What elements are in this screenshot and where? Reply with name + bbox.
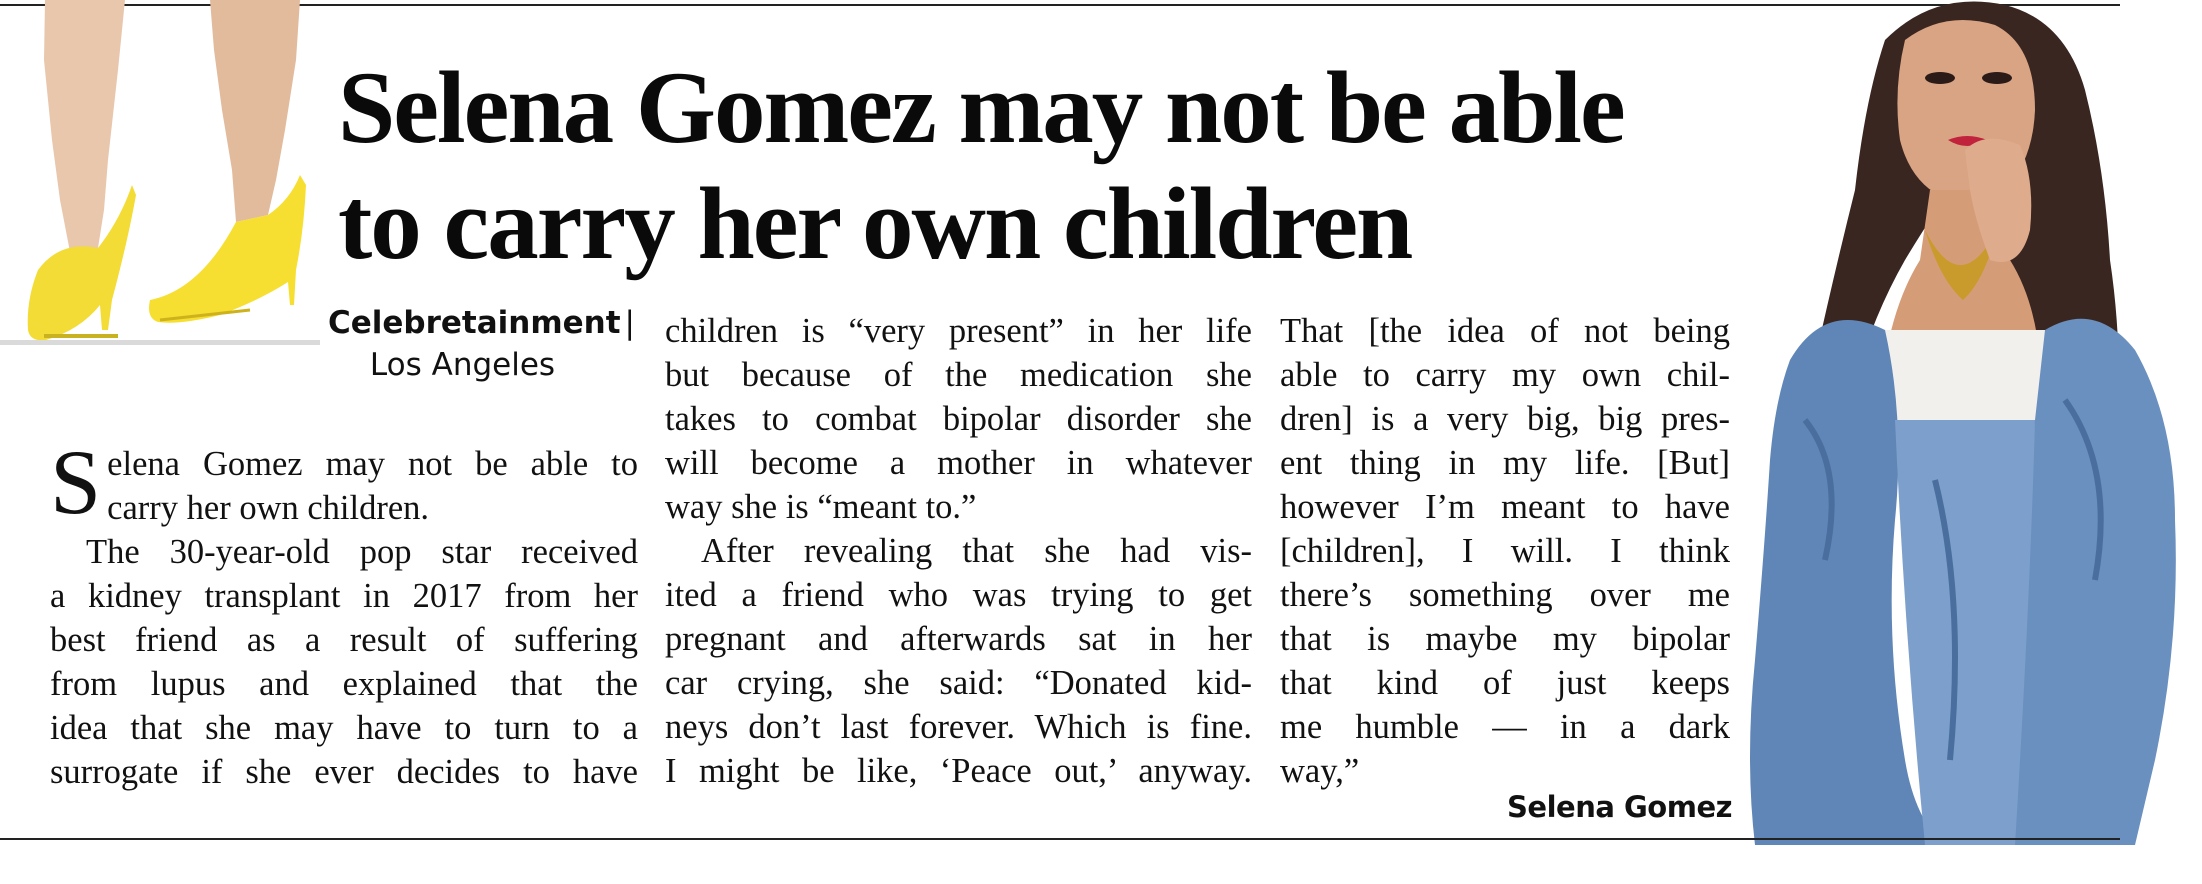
article-line: me humble — in a dark <box>1280 708 1730 746</box>
headline <box>338 50 1798 282</box>
quote-attribution: Selena Gomez <box>1507 790 1732 824</box>
article-line: car crying, she said: “Donated kid- <box>665 664 1252 702</box>
article-column-1 <box>50 431 638 794</box>
article-line: however I’m meant to have <box>1280 488 1730 526</box>
article-line: After revealing that she had vis- <box>701 532 1252 570</box>
headline-line-2: to carry her own children <box>338 167 1412 281</box>
article-line: elena Gomez may not be able to <box>107 445 638 483</box>
article-line: dren] is a very big, big pres- <box>1280 400 1730 438</box>
article-line: able to carry my own chil- <box>1280 356 1730 394</box>
selena-gomez-portrait <box>1735 0 2202 845</box>
article-line: That [the idea of not being <box>1280 312 1730 350</box>
article-line: a kidney transplant in 2017 from her <box>50 577 638 615</box>
article-line: from lupus and explained that the <box>50 665 638 703</box>
article-line: children is “very present” in her life <box>665 312 1252 350</box>
article-line: takes to combat bipolar disorder she <box>665 400 1252 438</box>
article-line: I might be like, ‘Peace out,’ anyway. <box>665 752 1252 790</box>
article-line: ent thing in my life. [But] <box>1280 444 1730 482</box>
article-line: way she is “meant to.” <box>665 488 977 526</box>
article-line: there’s something over me <box>1280 576 1730 614</box>
article-line: neys don’t last forever. Which is fine. <box>665 708 1252 746</box>
headline-line-1: Selena Gomez may not be able <box>338 51 1624 165</box>
byline-place: Los Angeles <box>369 347 556 383</box>
byline <box>230 305 635 383</box>
drop-cap: S <box>50 431 102 533</box>
article-line: carry her own children. <box>107 489 430 527</box>
article-column-2 <box>665 309 1252 793</box>
article-line: best friend as a result of suffering <box>50 621 638 659</box>
article-line: but because of the medication she <box>665 356 1252 394</box>
byline-separator: | <box>624 305 635 341</box>
article-line: The 30-year-old pop star received <box>86 533 638 571</box>
article-line: will become a mother in whatever <box>665 444 1252 482</box>
yellow-heels-photo <box>0 0 320 345</box>
article-line: [children], I will. I think <box>1280 532 1730 570</box>
article-line: that kind of just keeps <box>1280 664 1730 702</box>
article-line: way,” <box>1280 752 1360 790</box>
article-line: ited a friend who was trying to get <box>665 576 1252 614</box>
article-line: idea that she may have to turn to a <box>50 709 638 747</box>
byline-source: Celebretainment <box>327 305 621 341</box>
article-column-3 <box>1280 309 1730 793</box>
article-line: surrogate if she ever decides to have <box>50 753 638 791</box>
article-line: pregnant and afterwards sat in her <box>665 620 1252 658</box>
bottom-rule <box>0 838 2120 840</box>
article-line: that is maybe my bipolar <box>1280 620 1730 658</box>
